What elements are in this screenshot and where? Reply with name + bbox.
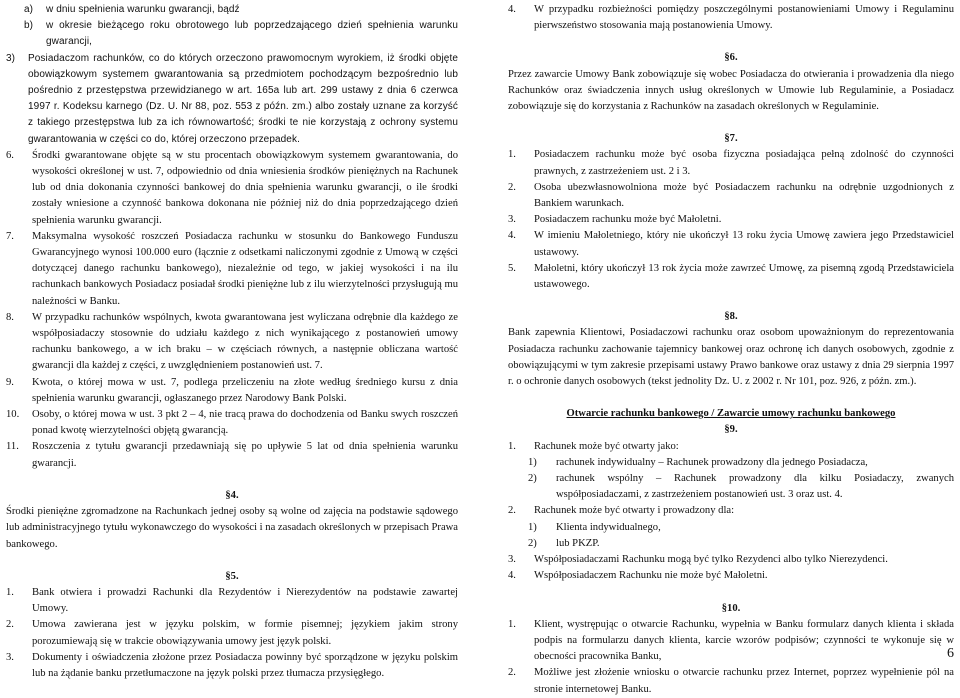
- section-number: §5.: [225, 570, 239, 582]
- section-number: §7.: [724, 133, 738, 145]
- list-item: 2) lub PKZP.: [528, 537, 600, 549]
- page-number: 6: [947, 646, 954, 661]
- list-item: 1. Klient, wystrępując o otwarcie Rachunku, wypełnia w Banku formularz danych klienta i składa podpis na formularzu danych klienta, karcie wzorów podpisów; czynności te wykonuje się w obecności pracownika Banku,: [508, 618, 954, 663]
- list-item: 1. Rachunek może być otwarty jako:: [508, 440, 679, 452]
- list-item: 11. Roszczenia z tytułu gwarancji przedawniają się po upływie 5 lat od dnia spełnienia warunku gwarancji.: [6, 441, 458, 469]
- list-item: 3) Posiadaczom rachunków, co do których orzeczono prawomocnym wyrokiem, iż środki objęte obowiązkowym systemem gwarantowania są przedmiotem pochodzącym bezpośrednio lub pośrednio z przestępstwa przewidzianego w art. 165a lub art. 299 ustawy z dnia 6 czerwca 1997 r. Kodeksu karnego (Dz. U. Nr 88, poz. 553 z późn. zm.) albo zostały uznane za korzyść z takiego przestępstwa lub za ich równowartość; środki te nie korzystają z ochrony systemu gwarantowania w części co do, której orzeczono przepadek.: [6, 52, 458, 145]
- list-item: 4. W przypadku rozbieżności pomiędzy poszczególnymi postanowieniami Umowy i Regulaminu pierwszeństwo stosowania mają postanowienia Umowy.: [508, 4, 954, 32]
- section-number: §6.: [724, 52, 738, 64]
- list-item: 2. Możliwe jest złożenie wniosku o otwarcie rachunku przez Internet, poprzez wypełnienie pól na stronie internetowej Banku.: [508, 667, 954, 695]
- list-item: 1) rachunek indywidualny – Rachunek prowadzony dla jednego Posiadacza,: [528, 456, 868, 468]
- list-item: 2) rachunek wspólny – Rachunek prowadzony dla kilku Posiadaczy, zwanych współposiadaczami, z zastrzeżeniem postanowień ust. 3 oraz ust. 4.: [528, 473, 954, 501]
- list-item: 2. Osoba ubezwłasnowolniona może być Posiadaczem rachunku na odrębnie uzgodnionych z Bankiem warunkach.: [508, 181, 954, 210]
- list-item: 9. Kwota, o której mowa w ust. 7, podlega przeliczeniu na złote według średniego kursu z dnia spełnienia warunku gwarancji, ogłaszanego przez Narodowy Bank Polski.: [6, 376, 458, 404]
- list-item: 1) Klienta indywidualnego,: [528, 521, 661, 533]
- section-heading: Otwarcie rachunku bankowego / Zawarcie umowy rachunku bankowego: [566, 408, 896, 420]
- list-item: 1. Posiadaczem rachunku może być osoba fizyczna posiadająca pełną zdolność do czynności prawnych, z zastrzeżeniem ust. 2 i 3.: [508, 149, 954, 177]
- list-item: 3. Posiadaczem rachunku może być Małoletni.: [508, 214, 722, 226]
- list-item: 3. Dokumenty i oświadczenia złożone przez Posiadacza powinny być sporządzone w języku polskim lub na żądanie banku przetłumaczone na język polski przez tłumacza przysięgłego.: [6, 651, 458, 679]
- list-item: 7. Maksymalna wysokość roszczeń Posiadacza rachunku w stosunku do Bankowego Funduszu Gwarancyjnego wynosi 100.000 euro (łącznie z odsetkami naliczonymi zgodnie z Umową w części dotyczącej danego rachunku bankowego), niezależnie od tego, w jakiej wysokości i na ilu rachunkach bankowych Posiadacz posiadał środki pieniężne lub z ilu wierzytelności przysługują mu należności w Banku.: [6, 230, 458, 307]
- list-item: 5. Małoletni, który ukończył 13 rok życia może zawrzeć Umowę, za pisemną zgodą Przedstawiciela ustawowego.: [508, 262, 954, 291]
- paragraph: Bank zapewnia Klientowi, Posiadaczowi rachunku oraz osobom upoważnionym do reprezentowania Posiadacza rachunku zachowanie tajemnicy bankowej oraz ochronę ich danych osobowych, zgodnie z obowiązującymi w tym zakresie przepisami ustawy Prawo bankowe oraz ustawy z dnia 29 sierpnia 1997 r. o ochronie danych osobowych (tekst jednolity Dz. U. z 2002 r. Nr 101, poz. 926, z późn. zm.).: [508, 327, 954, 388]
- paragraph: Przez zawarcie Umowy Bank zobowiązuje się wobec Posiadacza do otwierania i prowadzenia dla niego Rachunków oraz świadczenia innych usług określonych w Umowie lub Regulaminie, a Posiadacz zobowiązuje się do korzystania z Rachunków na zasadach określonych w Regulaminie.: [508, 68, 954, 113]
- section-number: §4.: [225, 489, 239, 501]
- list-item: b) w okresie bieżącego roku obrotowego lub poprzedzającego dzień spełnienia warunku gwarancji,: [24, 20, 458, 48]
- right-column: [508, 2, 954, 698]
- list-item: a) w dniu spełnienia warunku gwarancji, bądź: [24, 4, 240, 15]
- left-column: [6, 2, 458, 682]
- section-number: §8.: [724, 311, 738, 323]
- list-item: 3. Współposiadaczami Rachunku mogą być tylko Rezydenci albo tylko Nierezydenci.: [508, 554, 888, 566]
- list-item: 4. W imieniu Małoletniego, który nie ukończył 13 roku życia Umowę zawiera jego Przedstawiciel ustawowy.: [508, 230, 954, 258]
- paragraph: Środki pieniężne zgromadzone na Rachunkach jednej osoby są wolne od zajęcia na podstawie sądowego lub administracyjnego tytułu wykonawczego do wysokości i na zasadach określonych w przepisach Prawa bankowego.: [6, 506, 458, 550]
- section-number: §10.: [721, 602, 741, 614]
- list-item: 4. Współposiadaczem Rachunku nie może być Małoletni.: [508, 570, 768, 582]
- section-number: §9.: [724, 424, 738, 436]
- list-item: 1. Bank otwiera i prowadzi Rachunki dla Rezydentów i Nierezydentów na podstawie zawartej Umowy.: [6, 586, 458, 615]
- list-item: 8. W przypadku rachunków wspólnych, kwota gwarantowana jest wyliczana odrębnie dla każdego ze współposiadaczy stosownie do udziału każdego z nich wynikającego z postanowień umowy rachunku bankowego, a w ich braku – w częściach równych, a następnie obliczana wartość gwarancji dla każdej z części, z uwzględnieniem postanowień ust. 7.: [6, 311, 458, 372]
- list-item: 2. Rachunek może być otwarty i prowadzony dla:: [508, 505, 735, 517]
- list-item: 2. Umowa zawierana jest w języku polskim, w formie pisemnej; językiem jakim strony porozumiewają się w trakcie obowiązywania umowy jest język polski.: [6, 619, 458, 647]
- list-item: 6. Środki gwarantowane objęte są w stu procentach obowiązkowym systemem gwarantowania, do wysokości określonej w ust. 7, odpowiednio od dnia wniesienia środków pieniężnych na Rachunek lub od dnia dokonania czynności bankowej do dnia spełnienia warunku gwarancji, o ile środki zostały wniesione a czynność bankowa dokonana nie później niż do dnia poprzedzającego dzień spełnienia warunku gwarancji.: [6, 149, 458, 226]
- sans-block: [6, 2, 458, 148]
- list-item: 10. Osoby, o której mowa w ust. 3 pkt 2 – 4, nie tracą prawa do dochodzenia od Banku swych roszczeń ponad kwotę wierzytelności objętą gwarancją.: [6, 409, 458, 437]
